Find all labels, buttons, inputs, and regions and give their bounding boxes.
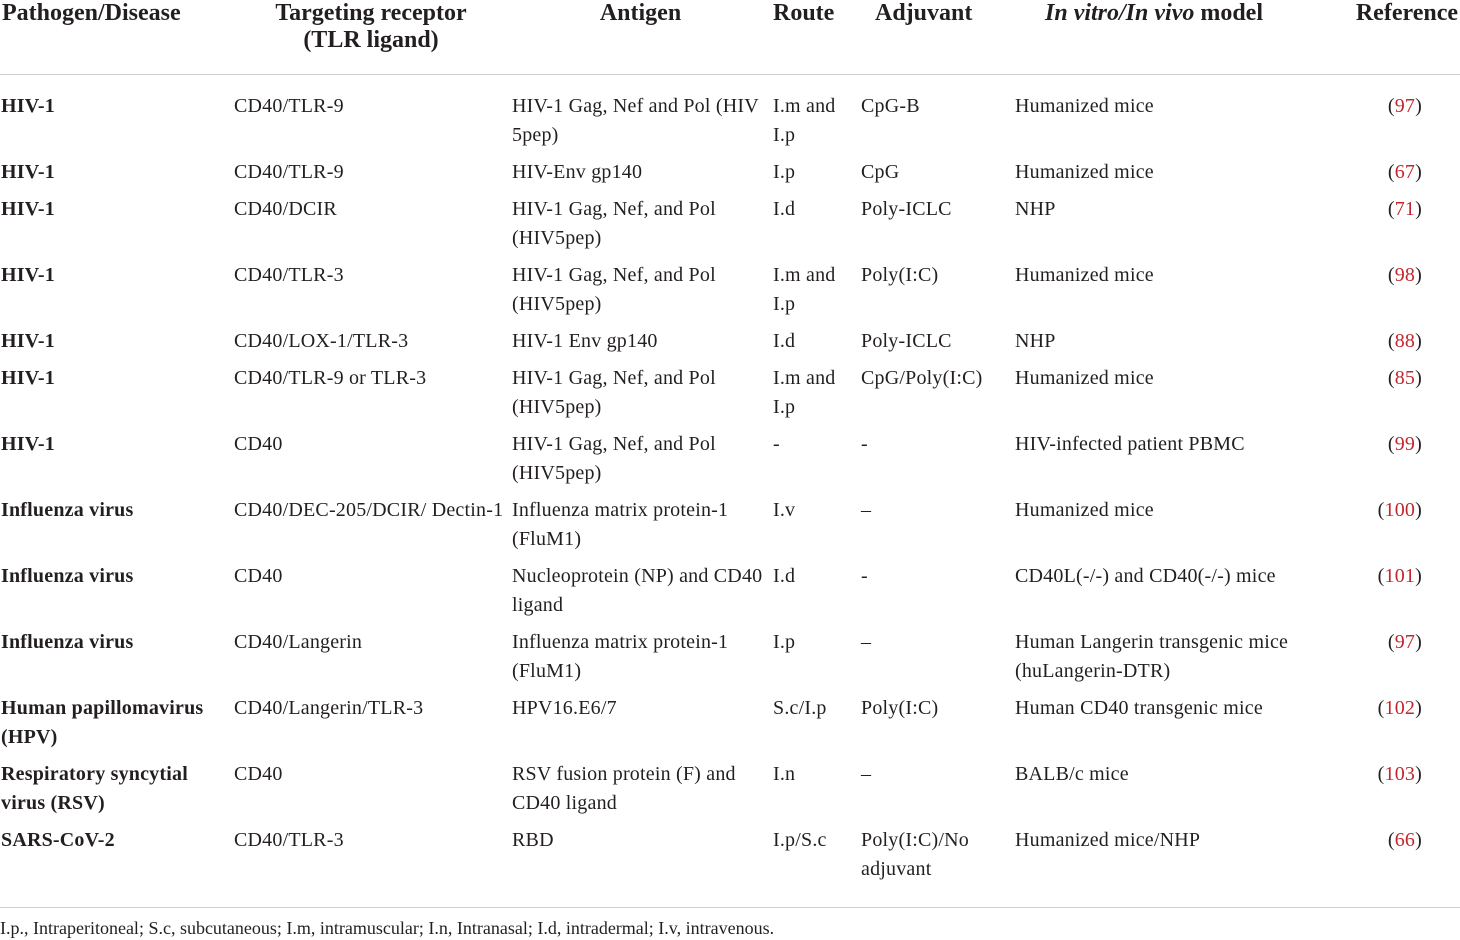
cell-reference [1347,327,1460,364]
cell-targeting-receptor: CD40 [234,763,283,785]
cell-route: I.v [773,499,796,521]
reference-link[interactable]: 103 [1384,763,1416,785]
table-row [0,327,1460,364]
header-adjuvant: Adjuvant [859,0,1011,75]
cell-pathogen: HIV-1 [1,367,55,389]
cell-route: S.c/I.p [773,697,827,719]
cell-antigen: HPV16.E6/7 [512,697,617,719]
cell-reference [1347,694,1460,760]
cell-model: Human CD40 transgenic mice [1015,697,1263,719]
cell-targeting-receptor: CD40/DEC-205/DCIR/ Dectin-1 [234,499,504,521]
table-row [0,261,1460,327]
cell-pathogen: HIV-1 [1,198,55,220]
reference-open-paren: ( [1377,763,1385,785]
cell-route: I.n [773,763,796,785]
cell-antigen: RBD [512,829,554,851]
header-model-rest: model [1194,0,1264,26]
cell-adjuvant: CpG-B [861,95,920,117]
cell-model: Humanized mice [1015,95,1154,117]
reference-open-paren: ( [1387,433,1395,455]
cell-model: Humanized mice [1015,161,1154,183]
reference-open-paren: ( [1387,161,1395,183]
cell-model: Humanized mice/NHP [1015,829,1201,851]
cell-adjuvant: – [861,763,872,785]
reference-open-paren: ( [1387,198,1395,220]
reference-close-paren: ) [1415,95,1422,117]
cell-reference [1347,364,1460,430]
reference-close-paren: ) [1415,565,1422,587]
cell-route: I.d [773,330,796,352]
cell-pathogen: SARS-CoV-2 [1,829,115,851]
reference-open-paren: ( [1387,264,1395,286]
cell-reference [1347,261,1460,327]
cell-model: Humanized mice [1015,264,1154,286]
table-row [0,628,1460,694]
cell-targeting-receptor: CD40/TLR-3 [234,829,344,851]
cell-adjuvant: Poly(I:C) [861,697,939,719]
cell-model: NHP [1015,198,1056,220]
cell-targeting-receptor: CD40/LOX-1/TLR-3 [234,330,409,352]
reference-open-paren: ( [1387,631,1395,653]
table-row [0,430,1460,496]
reference-link[interactable]: 85 [1394,367,1416,389]
cell-targeting-receptor: CD40/TLR-9 [234,161,344,183]
table-row [0,826,1460,892]
reference-link[interactable]: 88 [1394,330,1416,352]
reference-close-paren: ) [1415,367,1422,389]
reference-close-paren: ) [1415,264,1422,286]
cell-adjuvant: - [861,565,868,587]
cell-adjuvant: Poly-ICLC [861,198,952,220]
cell-antigen: HIV-1 Gag, Nef, and Pol (HIV5pep) [512,367,716,418]
reference-link[interactable]: 97 [1394,631,1416,653]
cell-pathogen: HIV-1 [1,161,55,183]
reference-link[interactable]: 101 [1384,565,1416,587]
cell-route: I.m and I.p [773,264,836,315]
reference-open-paren: ( [1377,499,1385,521]
header-model [1011,0,1347,75]
reference-close-paren: ) [1415,330,1422,352]
cell-antigen: RSV fusion protein (F) and CD40 ligand [512,763,736,814]
header-antigen: Antigen [510,0,771,75]
reference-link[interactable]: 67 [1394,161,1416,183]
reference-open-paren: ( [1387,95,1395,117]
cell-adjuvant: CpG [861,161,900,183]
cell-model: BALB/c mice [1015,763,1129,785]
cell-targeting-receptor: CD40/TLR-3 [234,264,344,286]
cell-pathogen: Influenza virus [1,565,134,587]
table-row [0,562,1460,628]
cell-targeting-receptor: CD40/Langerin [234,631,363,653]
cell-antigen: HIV-1 Env gp140 [512,330,658,352]
reference-link[interactable]: 98 [1394,264,1416,286]
table-body [0,75,1460,893]
reference-link[interactable]: 66 [1394,829,1416,851]
cell-antigen: HIV-Env gp140 [512,161,643,183]
cell-model: Humanized mice [1015,499,1154,521]
header-model-italic: In vitro/In vivo [1045,0,1195,26]
reference-close-paren: ) [1415,829,1422,851]
cell-adjuvant: – [861,631,872,653]
cell-targeting-receptor: CD40/DCIR [234,198,337,220]
cell-model: HIV-infected patient PBMC [1015,433,1245,455]
table-row [0,75,1460,159]
cell-antigen: HIV-1 Gag, Nef and Pol (HIV 5pep) [512,95,759,146]
cell-reference [1347,75,1460,159]
table-footnote: I.p., Intraperitoneal; S.c, subcutaneous; I.m, intramuscular; I.n, Intranasal; I.d, intradermal; I.v, intravenous. [0,907,1460,939]
table-row [0,694,1460,760]
table-row [0,496,1460,562]
cell-reference [1347,195,1460,261]
cell-reference [1347,562,1460,628]
reference-open-paren: ( [1377,565,1385,587]
table-row [0,364,1460,430]
cell-antigen: HIV-1 Gag, Nef, and Pol (HIV5pep) [512,264,716,315]
cell-adjuvant: - [861,433,868,455]
reference-close-paren: ) [1415,697,1422,719]
cell-pathogen: HIV-1 [1,95,55,117]
table-row [0,158,1460,195]
cell-reference [1347,826,1460,892]
cell-model: Human Langerin transgenic mice (huLangerin-DTR) [1015,631,1289,682]
cell-antigen: HIV-1 Gag, Nef, and Pol (HIV5pep) [512,198,716,249]
cell-pathogen: HIV-1 [1,264,55,286]
cell-targeting-receptor: CD40 [234,433,283,455]
reference-open-paren: ( [1387,829,1395,851]
reference-open-paren: ( [1387,367,1395,389]
cell-route: I.p [773,631,796,653]
cell-model: Humanized mice [1015,367,1154,389]
cell-reference [1347,158,1460,195]
cell-adjuvant: CpG/Poly(I:C) [861,367,983,389]
header-route: Route [771,0,859,75]
cell-targeting-receptor: CD40/TLR-9 or TLR-3 [234,367,427,389]
table-row [0,760,1460,826]
header-reference: Reference [1347,0,1460,75]
reference-open-paren: ( [1387,330,1395,352]
reference-link[interactable]: 100 [1384,499,1416,521]
reference-close-paren: ) [1415,198,1422,220]
cell-route: I.p [773,161,796,183]
header-targeting-receptor [232,0,510,75]
reference-close-paren: ) [1415,763,1422,785]
cell-targeting-receptor: CD40 [234,565,283,587]
reference-close-paren: ) [1415,631,1422,653]
reference-link[interactable]: 99 [1394,433,1416,455]
cell-antigen: HIV-1 Gag, Nef, and Pol (HIV5pep) [512,433,716,484]
cell-pathogen: HIV-1 [1,330,55,352]
cell-pathogen: Respiratory syncytial virus (RSV) [1,763,188,814]
cell-adjuvant: Poly(I:C) [861,264,939,286]
reference-link[interactable]: 71 [1394,198,1416,220]
reference-close-paren: ) [1415,161,1422,183]
cell-reference [1347,430,1460,496]
table-row [0,195,1460,261]
header-pathogen: Pathogen/Disease [0,0,232,75]
cell-pathogen: Human papillomavirus (HPV) [1,697,204,748]
cell-targeting-receptor: CD40/Langerin/TLR-3 [234,697,424,719]
cell-route: I.d [773,565,796,587]
cell-adjuvant: – [861,499,872,521]
cell-pathogen: HIV-1 [1,433,55,455]
cell-route: - [773,433,780,455]
cell-targeting-receptor: CD40/TLR-9 [234,95,344,117]
cell-model: NHP [1015,330,1056,352]
header-receptor-line2: (TLR ligand) [303,27,439,53]
reference-link[interactable]: 102 [1384,697,1416,719]
reference-close-paren: ) [1415,433,1422,455]
cell-antigen: Influenza matrix protein-1 (FluM1) [512,631,729,682]
cell-antigen: Nucleoprotein (NP) and CD40 ligand [512,565,763,616]
cell-reference [1347,760,1460,826]
cell-model: CD40L(-/-) and CD40(-/-) mice [1015,565,1276,587]
header-receptor-line1: Targeting receptor [275,0,467,26]
cell-reference [1347,496,1460,562]
cell-route: I.m and I.p [773,95,836,146]
cell-adjuvant: Poly(I:C)/No adjuvant [861,829,969,880]
cell-route: I.m and I.p [773,367,836,418]
reference-link[interactable]: 97 [1394,95,1416,117]
cell-route: I.d [773,198,796,220]
cell-reference [1347,628,1460,694]
cell-route: I.p/S.c [773,829,827,851]
reference-close-paren: ) [1415,499,1422,521]
cell-pathogen: Influenza virus [1,631,134,653]
cell-pathogen: Influenza virus [1,499,134,521]
cell-adjuvant: Poly-ICLC [861,330,952,352]
reference-open-paren: ( [1377,697,1385,719]
cell-antigen: Influenza matrix protein-1 (FluM1) [512,499,729,550]
table-header-row [0,0,1460,75]
